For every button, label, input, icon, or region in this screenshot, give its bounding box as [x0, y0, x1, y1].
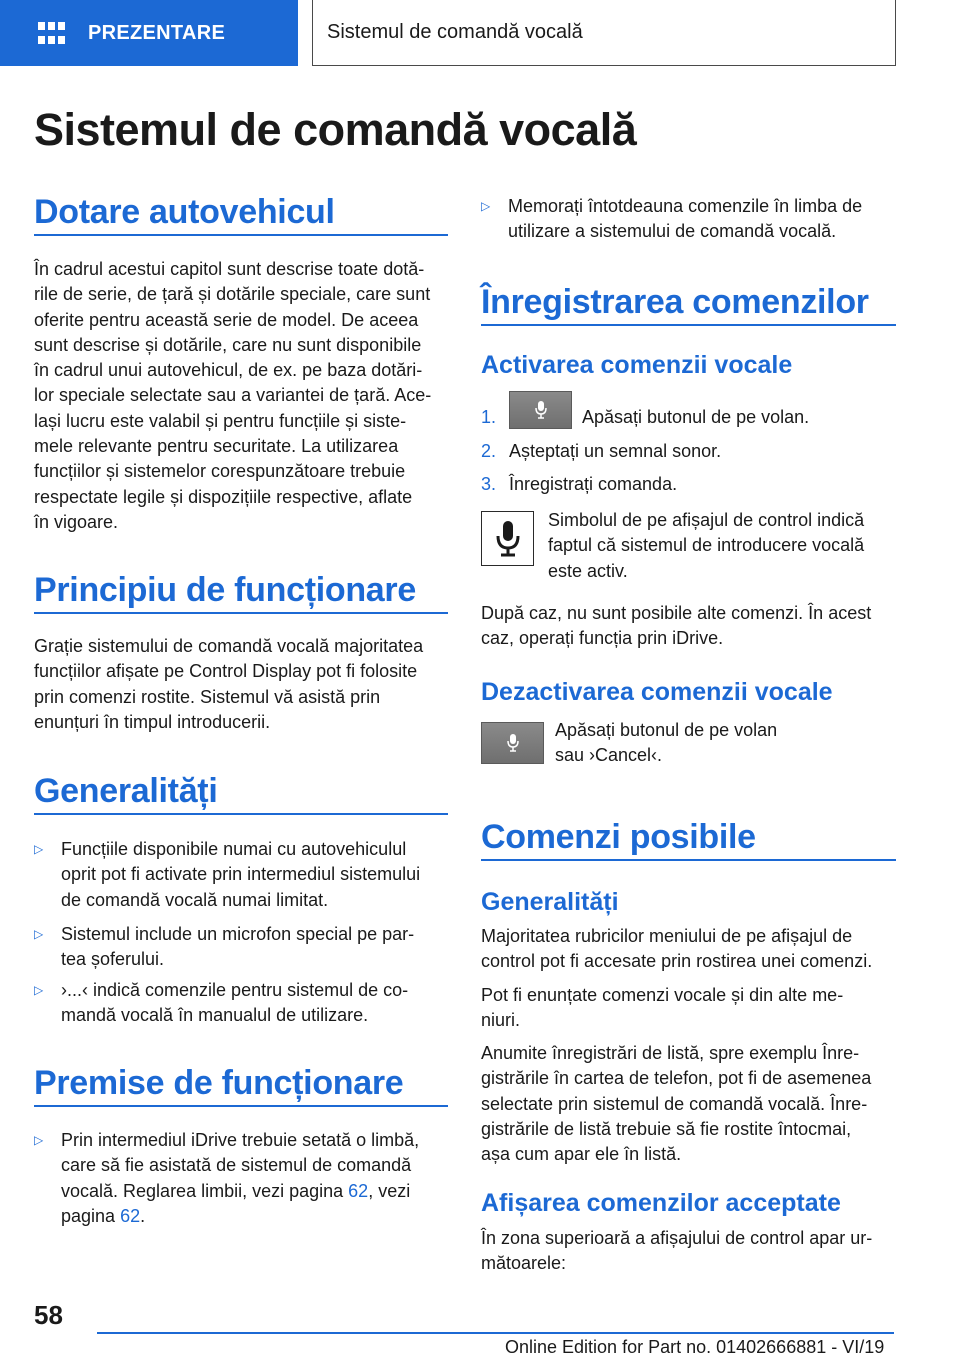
text-line: care să fie asistată de sistemul de comandă: [61, 1155, 412, 1176]
section-tab[interactable]: [0, 0, 298, 66]
text-line: mandă vocală în manualul de utilizare.: [61, 1005, 369, 1026]
step-number: 3.: [481, 474, 497, 494]
text-fragment: vocală. Reglarea limbii, vezi pagina: [61, 1180, 349, 1201]
text-line: în vigoare.: [34, 511, 119, 532]
text-line: sunt descrise și dotările, care nu sunt disponibile: [34, 334, 422, 355]
text-line: mele relevante pentru securitate. La utilizarea: [34, 436, 399, 457]
section-tab-label: PREZENTARE: [88, 21, 226, 44]
text-line: oferite pentru această serie de model. De aceea: [34, 309, 419, 330]
text-line: respectate legile și dispozițiile respective, aflate: [34, 486, 413, 507]
microphone-icon: [534, 400, 548, 420]
triangle-bullet-icon: ▷: [34, 1133, 44, 1147]
step-text: Apăsați butonul de pe volan.: [582, 407, 810, 427]
heading-rule: [481, 859, 896, 861]
triangle-bullet-icon: ▷: [34, 983, 44, 997]
microphone-icon: [493, 519, 523, 559]
subheading-activarea: Activarea comenzii vocale: [481, 351, 793, 379]
heading-premise: Premise de funcționare: [34, 1064, 404, 1102]
text-line: funcțiilor și sistemelor corespunzătoare trebuie: [34, 461, 406, 482]
steering-wheel-voice-button: [481, 722, 544, 764]
text-line: În cadrul acestui capitol sunt descrise toate dotă-: [34, 259, 425, 279]
bullet-item: [34, 922, 454, 973]
breadcrumb: Sistemul de comandă vocală: [312, 0, 896, 66]
text-fragment: , vezi: [368, 1180, 411, 1201]
paragraph-majoritatea: [481, 924, 901, 975]
paragraph-zona-superioara: [481, 1226, 901, 1277]
text-line: lor speciale selectate sau a variantei de țară. Ace-: [34, 385, 432, 406]
step-text: Așteptați un semnal sonor.: [509, 441, 722, 461]
paragraph-dezactivare: [555, 718, 895, 769]
text-fragment: pagina: [61, 1205, 121, 1226]
page-link[interactable]: 62: [120, 1205, 141, 1226]
text-line: ›...‹ indică comenzile pentru sistemul de co-: [61, 980, 409, 1000]
text-line: oprit pot fi activate prin intermediul sistemului: [61, 864, 421, 885]
subheading-dezactivarea: Dezactivarea comenzii vocale: [481, 678, 833, 706]
heading-rule: [34, 612, 448, 614]
text-line: prin comenzi rostite. Sistemul vă asistă prin: [34, 686, 381, 707]
step-text: Înregistrați comanda.: [509, 474, 678, 494]
text-line: sau ›Cancel‹.: [555, 745, 663, 766]
heading-comenzi-posibile: Comenzi posibile: [481, 818, 756, 856]
page-title: Sistemul de comandă vocală: [34, 104, 637, 155]
text-line: Memorați întotdeauna comenzile în limba de: [508, 196, 863, 216]
page-number: 58: [34, 1300, 63, 1330]
voice-active-symbol: [481, 511, 534, 566]
text-line: rile de serie, de țară și dotările speciale, care sunt: [34, 284, 431, 305]
text-line: Apăsați butonul de pe volan: [555, 720, 778, 740]
heading-inregistrarea: Înregistrarea comenzilor: [481, 283, 869, 321]
text-line: faptul că sistemul de introducere vocală: [548, 535, 865, 556]
heading-generalitati: Generalități: [34, 772, 218, 810]
heading-rule: [34, 1105, 448, 1107]
text-line: așa cum apar ele în listă.: [481, 1144, 682, 1165]
subheading-afisarea: Afișarea comenzilor acceptate: [481, 1189, 841, 1217]
paragraph-dotare: [34, 257, 454, 535]
heading-dotare-autovehicul: Dotare autovehicul: [34, 193, 335, 231]
paragraph-inregistrari-lista: [481, 1041, 901, 1167]
paragraph-dupa-caz: [481, 601, 901, 652]
bullet-item: [481, 194, 901, 245]
step-number: 2.: [481, 441, 497, 461]
heading-rule: [34, 813, 448, 815]
text-line: În zona superioară a afișajului de control apar ur-: [481, 1228, 873, 1248]
triangle-bullet-icon: ▷: [34, 927, 44, 941]
heading-principiu: Principiu de funcționare: [34, 571, 416, 609]
text-line: mătoarele:: [481, 1253, 567, 1274]
text-line: Anumite înregistrări de listă, spre exemplu Înre-: [481, 1043, 860, 1063]
text-line: [61, 1204, 419, 1229]
text-line: Majoritatea rubricilor meniului de pe afișajul de: [481, 926, 853, 946]
paragraph-principiu: [34, 634, 454, 735]
text-line: tea șoferului.: [61, 949, 165, 970]
text-line: funcțiilor afișate pe Control Display pot fi folosite: [34, 661, 418, 682]
heading-rule: [34, 234, 448, 236]
text-line: gistrările de listă trebuie să fie rostite întocmai,: [481, 1118, 852, 1139]
text-line: este activ.: [548, 560, 628, 581]
text-line: Sistemul include un microfon special pe par-: [61, 924, 415, 944]
text-line: Simbolul de pe afișajul de control indică: [548, 510, 865, 530]
text-line: lași lucru este valabil și pentru funcțiile și siste-: [34, 410, 407, 431]
text-line: de comandă vocală numai limitat.: [61, 889, 329, 910]
steering-wheel-voice-button: [509, 391, 572, 429]
text-line: enunțuri în timpul introducerii.: [34, 711, 271, 732]
microphone-icon: [506, 733, 520, 753]
bullet-item: [34, 1128, 454, 1230]
text-line: Funcțiile disponibile numai cu autovehiculul: [61, 839, 407, 859]
text-line: control pot fi accesate prin rostirea unei comenzi.: [481, 951, 873, 972]
text-line: caz, operați funcția prin iDrive.: [481, 628, 724, 649]
grid-menu-icon: [38, 22, 66, 44]
footer-rule: [97, 1332, 894, 1334]
step-number: 1.: [481, 407, 497, 427]
text-line: Grație sistemului de comandă vocală majoritatea: [34, 636, 424, 656]
triangle-bullet-icon: ▷: [481, 199, 491, 213]
footer-edition: Online Edition for Part no. 01402666881 - VI/19: [505, 1337, 885, 1357]
bullet-item: [34, 837, 454, 913]
paragraph-symbol: [548, 508, 898, 584]
text-line: [61, 1179, 419, 1204]
page-link[interactable]: 62: [348, 1180, 369, 1201]
text-line: utilizare a sistemului de comandă vocală.: [508, 221, 837, 242]
heading-rule: [481, 324, 896, 326]
text-fragment: .: [140, 1205, 146, 1226]
text-line: Pot fi enunțate comenzi vocale și din alte me-: [481, 985, 844, 1005]
subheading-generalitati: Generalități: [481, 888, 619, 916]
triangle-bullet-icon: ▷: [34, 842, 44, 856]
text-line: gistrările în cartea de telefon, pot fi de asemenea: [481, 1068, 872, 1089]
bullet-item: [34, 978, 454, 1029]
text-line: selectate prin sistemul de comandă vocală. Înre-: [481, 1093, 868, 1114]
text-line: niuri.: [481, 1010, 521, 1031]
paragraph-alte-meniuri: [481, 983, 901, 1034]
text-line: După caz, nu sunt posibile alte comenzi. În acest: [481, 603, 872, 623]
text-line: în cadrul unui autovehicul, de ex. pe baza dotări-: [34, 360, 423, 381]
text-line: Prin intermediul iDrive trebuie setată o limbă,: [61, 1130, 420, 1150]
